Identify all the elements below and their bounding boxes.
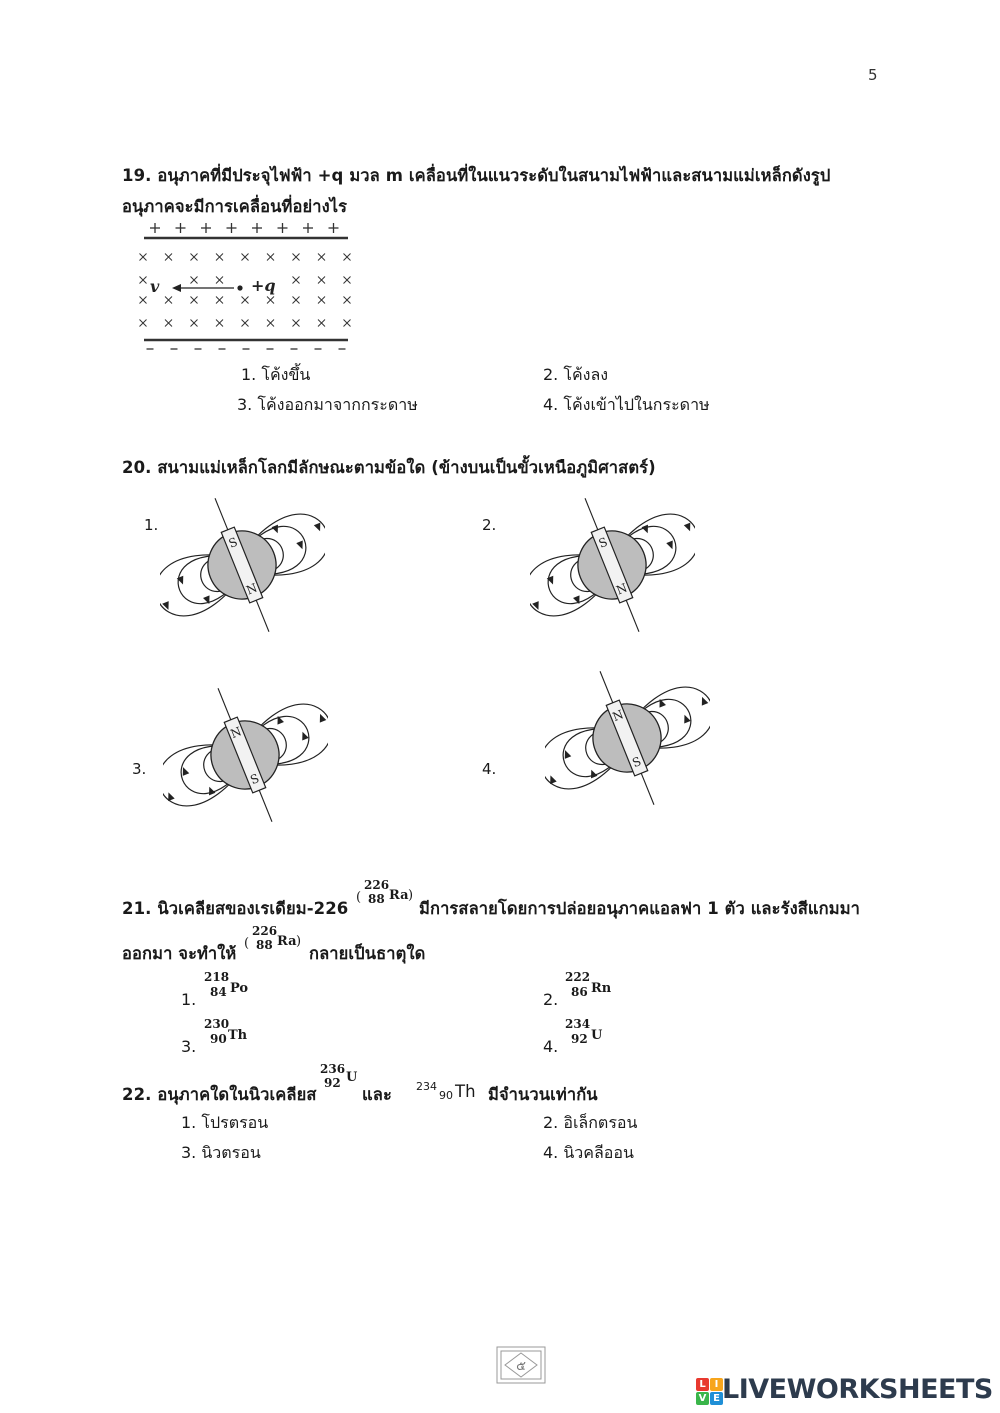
q21-option-4-nuclide[interactable]: 234 92 U — [565, 1017, 603, 1046]
q22-option-1[interactable]: 1. โปรตรอน — [181, 1113, 269, 1132]
positive-plate — [144, 223, 348, 238]
q20-diagram-2[interactable] — [530, 495, 695, 635]
q22-uranium-nuclide: 236 92 U — [320, 1062, 358, 1090]
q20-diagram-3[interactable] — [163, 685, 328, 825]
q21-radium-symbol-1: ( 226 88 Ra ) — [356, 878, 414, 906]
q21-text-part4: กลายเป็นธาตุใด — [309, 944, 426, 963]
svg-text:S: S — [596, 534, 610, 551]
velocity-label: v — [150, 277, 160, 296]
q20-option-4-label[interactable]: 4. — [482, 760, 497, 778]
q21-text-part1: 21. นิวเคลียสของเรเดียม-226 — [122, 899, 349, 918]
svg-text:S: S — [630, 754, 644, 771]
charge-label: +q — [251, 276, 276, 295]
q19-option-4[interactable]: 4. โค้งเข้าไปในกระดาษ — [543, 395, 710, 414]
live-tile-l: L — [696, 1378, 709, 1391]
live-tile-i: I — [710, 1378, 723, 1391]
liveworksheets-wordmark: LIVEWORKSHEETS — [722, 1374, 993, 1405]
q22-option-3[interactable]: 3. นิวตรอน — [181, 1143, 261, 1162]
q20-option-2-label[interactable]: 2. — [482, 516, 497, 534]
liveworksheets-logo-icon — [696, 1378, 724, 1406]
q21-option-4-label[interactable]: 4. — [543, 1037, 559, 1056]
q22-option-2[interactable]: 2. อิเล็กตรอน — [543, 1113, 638, 1132]
q21-text-part3: ออกมา จะทำให้ — [122, 944, 237, 963]
q21-option-3-nuclide[interactable]: 230 90 Th — [204, 1017, 248, 1046]
svg-text:N: N — [244, 580, 260, 598]
q21-option-3-label[interactable]: 3. — [181, 1037, 197, 1056]
q20-diagram-4[interactable] — [545, 668, 710, 808]
negative-plate — [144, 340, 348, 349]
live-tile-e: E — [710, 1392, 723, 1405]
q21-option-1-nuclide[interactable]: 218 84 Po — [204, 970, 249, 999]
svg-text:N: N — [228, 724, 244, 742]
footer-page-mark: ๕ — [516, 1359, 526, 1374]
q20-option-3-label[interactable]: 3. — [132, 760, 147, 778]
q19-field-diagram — [130, 218, 360, 358]
q22-thorium-mass: 234 — [416, 1080, 437, 1093]
q20-option-1-label[interactable]: 1. — [144, 516, 159, 534]
svg-text:S: S — [248, 771, 262, 788]
q20-diagram-1[interactable] — [160, 495, 325, 635]
svg-text:N: N — [610, 707, 626, 725]
q22-text-part1: 22. อนุภาคใดในนิวเคลียส — [122, 1085, 317, 1104]
q21-text-part2: มีการสลายโดยการปล่อยอนุภาคแอลฟา 1 ตัว และรังสีแกมมา — [419, 899, 861, 918]
q21-radium-symbol-2: ( 226 88 Ra ) — [244, 924, 302, 952]
svg-text:S: S — [226, 534, 240, 551]
q19-option-2[interactable]: 2. โค้งลง — [543, 365, 609, 384]
q22-text-and: และ — [362, 1085, 392, 1104]
q20-text: 20. สนามแม่เหล็กโลกมีลักษณะตามข้อใด (ข้างบนเป็นขั้วเหนือภูมิศาสตร์) — [122, 458, 656, 477]
q22-thorium-symbol: Th — [455, 1082, 476, 1101]
q22-text-part2: มีจำนวนเท่ากัน — [488, 1085, 598, 1104]
q19-option-3[interactable]: 3. โค้งออกมาจากกระดาษ — [237, 395, 418, 414]
q21-option-1-label[interactable]: 1. — [181, 990, 197, 1009]
q22-thorium-atomic: 90 — [439, 1089, 453, 1102]
q22-option-4[interactable]: 4. นิวคลีออน — [543, 1143, 634, 1162]
q21-option-2-nuclide[interactable]: 222 86 Rn — [565, 970, 612, 999]
footer-ornament — [494, 1344, 548, 1386]
page-number: 5 — [868, 66, 878, 84]
live-tile-v: V — [696, 1392, 709, 1405]
q19-text-line2: อนุภาคจะมีการเคลื่อนที่อย่างไร — [122, 197, 348, 216]
svg-text:N: N — [614, 580, 630, 598]
charge-dot — [237, 285, 242, 290]
q19-text-line1: 19. อนุภาคที่มีประจุไฟฟ้า +q มวล m เคลื่อนที่ในแนวระดับในสนามไฟฟ้าและสนามแม่เหล็กดังรูป — [122, 166, 831, 185]
q21-option-2-label[interactable]: 2. — [543, 990, 559, 1009]
q19-option-1[interactable]: 1. โค้งขึ้น — [241, 365, 311, 384]
